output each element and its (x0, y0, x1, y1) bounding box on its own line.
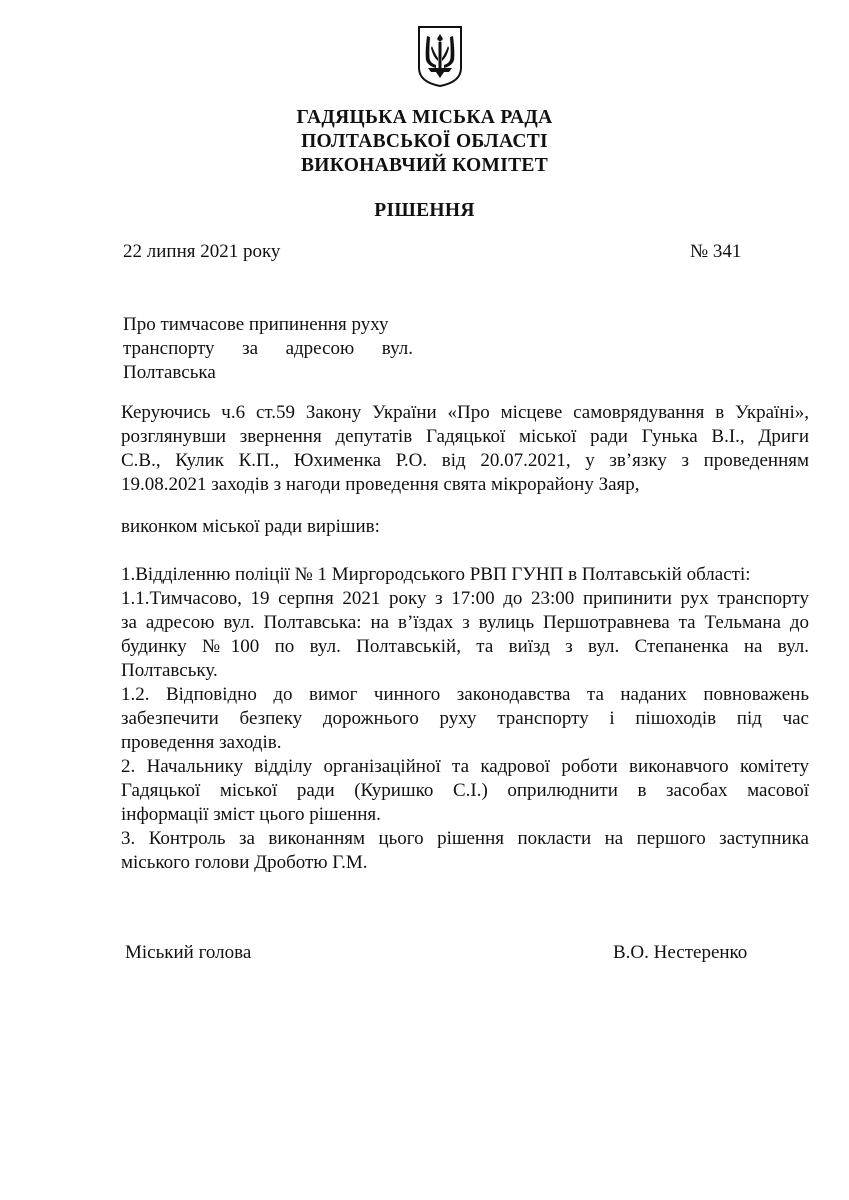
subject-line: Полтавська (123, 362, 216, 383)
document-subject (123, 313, 413, 385)
item-3-line: 3. Контроль за виконанням цього рішення покласти на першого заступника (121, 828, 809, 849)
region-name: ПОЛТАВСЬКОЇ ОБЛАСТІ (301, 131, 548, 152)
document-date: 22 липня 2021 року (123, 241, 281, 262)
document-title: РІШЕННЯ (374, 200, 475, 221)
item-2-line: Гадяцької міської ради (Куришко С.І.) оприлюднити в засобах масової (121, 780, 809, 801)
item-1-2-line: забезпечити безпеку дорожнього руху транспорту і пішоходів під час (121, 708, 809, 729)
subject-line: транспорту за адресою вул. (123, 338, 413, 359)
item-1-1-line: будинку №100 по вул. Полтавській, та виїзд з вул. Степаненка на вул. (121, 636, 809, 657)
item-2-line: інформації зміст цього рішення. (121, 804, 381, 825)
item-1-1-line: за адресою вул. Полтавська: на в’їздах з вулиць Першотравнева та Тельмана до (121, 612, 809, 633)
document-number: № 341 (690, 241, 742, 262)
item-1: 1.Відділенню поліції № 1 Миргородського РВП ГУНП в Полтавській області: (121, 564, 751, 585)
signatory-name: В.О. Нестеренко (613, 942, 748, 963)
item-2-line: 2. Начальнику відділу організаційної та кадрової роботи виконавчого комітету (121, 756, 809, 777)
item-1-2-line: проведення заходів. (121, 732, 282, 753)
item-3-line: міського голови Дроботю Г.М. (121, 852, 368, 873)
item-1-1-line: Полтавську. (121, 660, 218, 681)
subject-line: Про тимчасове припинення руху (123, 314, 389, 335)
committee-name: ВИКОНАВЧИЙ КОМІТЕТ (300, 155, 549, 176)
signatory-position: Міський голова (125, 942, 252, 963)
preamble (121, 401, 809, 497)
preamble-line: С.В., Кулик К.П., Юхименка Р.О. від 20.07.2021, у зв’язку з проведенням (121, 450, 809, 471)
trident-coat-of-arms-icon (416, 24, 464, 88)
preamble-line: Керуючись ч.6 ст.59 Закону України «Про місцеве самоврядування в Україні», (121, 402, 809, 423)
council-name: ГАДЯЦЬКА МІСЬКА РАДА (296, 107, 553, 128)
preamble-line: розглянувши звернення депутатів Гадяцької міської ради Гунька В.І., Дриги (121, 426, 809, 447)
decision-items (121, 563, 809, 875)
item-1-1-line: 1.1.Тимчасово, 19 серпня 2021 року з 17:00 до 23:00 припинити рух транспорту (121, 588, 809, 609)
decision-statement: виконком міської ради вирішив: (121, 516, 380, 537)
preamble-line: 19.08.2021 заходів з нагоди проведення свята мікрорайону Заяр, (121, 474, 640, 495)
item-1-2-line: 1.2. Відповідно до вимог чинного законодавства та наданих повноважень (121, 684, 809, 705)
